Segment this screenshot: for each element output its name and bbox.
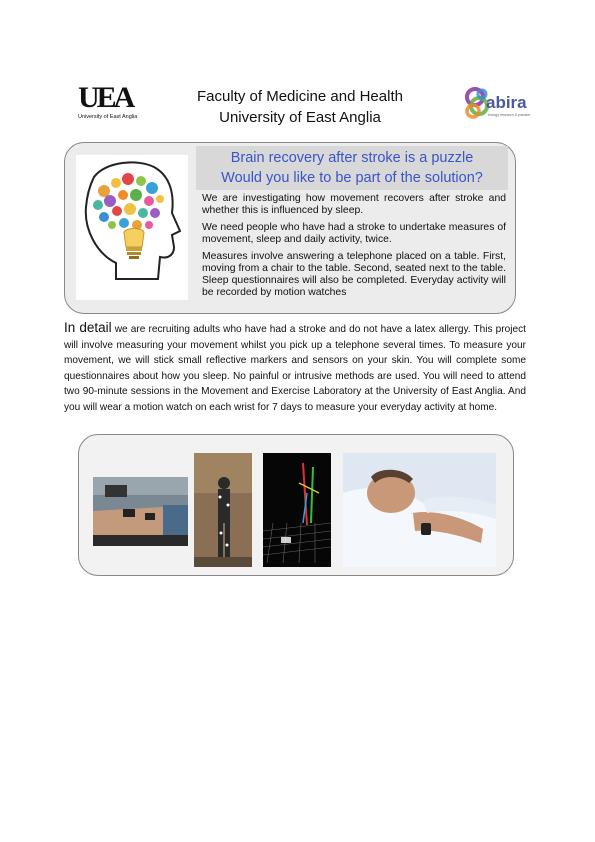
abira-logo <box>462 84 542 128</box>
headline-line-2: Would you like to be part of the solution? <box>221 170 483 186</box>
headline-banner <box>196 146 508 190</box>
abira-wordmark: abira <box>486 93 527 112</box>
university-title: University of East Anglia <box>219 109 381 126</box>
headline-line-1: Brain recovery after stroke is a puzzle <box>230 150 474 166</box>
person-markers-icon <box>194 453 252 567</box>
page-title <box>160 86 440 128</box>
faculty-title: Faculty of Medicine and Health <box>197 88 403 105</box>
detail-text: we are recruiting adults who have had a stroke and do not have a latex allergy. This project will involve measuring your movement whilst you pick up a telephone several times. To measure your movement, we will stick small reflective markers and sensors on your skin. You will complete some questionnaires about how you sleep. No painful or intrusive methods are used. You will need to attend two 90-minute sessions in the Movement and Exercise Laboratory at the University of East Anglia. And you will wear a motion watch on each wrist for 7 days to measure your everyday activity at home. <box>64 324 526 413</box>
summary-text <box>202 193 506 304</box>
arm-sensor-photo <box>93 477 188 546</box>
sleeping-man-image-icon <box>343 453 496 567</box>
brain-lightbulb-illustration <box>76 155 188 300</box>
brain-gears-icon <box>76 155 188 300</box>
3d-skeleton-plot-icon <box>263 453 331 567</box>
uea-logo <box>78 83 142 123</box>
abira-tagline: biology research & practice <box>488 113 531 117</box>
motion-capture-person-photo <box>194 453 252 567</box>
detail-paragraph <box>64 320 526 415</box>
sleeping-man-watch-photo <box>343 453 496 567</box>
summary-paragraph-1: We are investigating how movement recovers after stroke and whether this is influenced by sleep. <box>202 193 506 216</box>
motion-capture-visualisation <box>263 453 331 567</box>
summary-paragraph-3: Measures involve answering a telephone placed on a table. First, moving from a chair to the table. Second, seated next to the table. Sleep questionnaires will also be completed. Everyday activity will be recorded by motion watches <box>202 251 506 298</box>
summary-paragraph-2: We need people who have had a stroke to undertake measures of movement, sleep and daily activity, twice. <box>202 222 506 245</box>
detail-lead: In detail <box>64 320 112 335</box>
uea-logo-mark: UEA <box>78 81 133 114</box>
uea-logo-subtitle: University of East Anglia <box>78 114 138 120</box>
arm-sensor-image-icon <box>93 477 188 546</box>
